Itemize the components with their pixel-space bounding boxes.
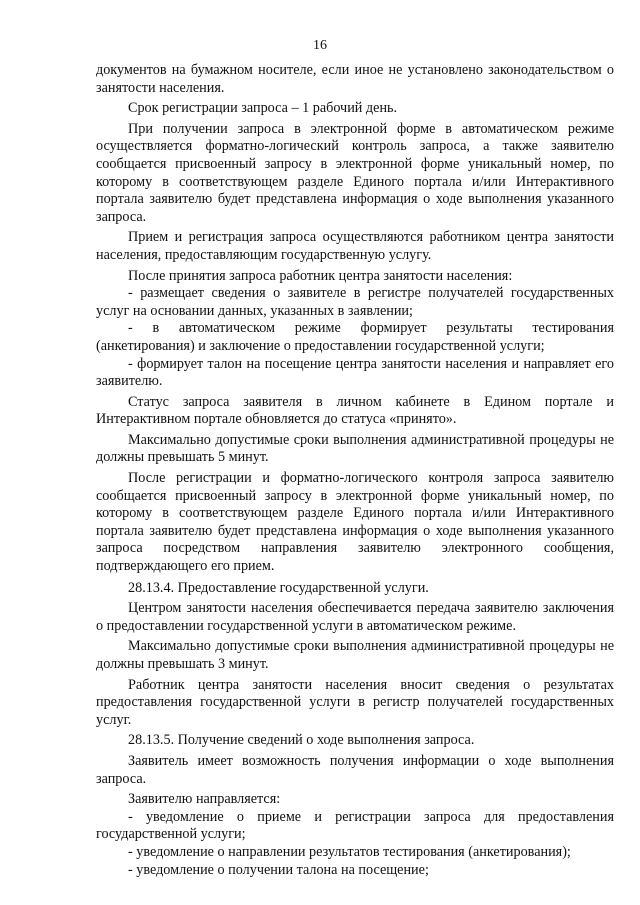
paragraph-continuation: документов на бумажном носителе, если иное не установлено законодательством о занятости населения. bbox=[96, 62, 614, 96]
paragraph-max-time-5: Максимально допустимые сроки выполнения административной процедуры не должны превышать 5 минут. bbox=[96, 431, 614, 466]
paragraph-after-registration: После регистрации и форматно-логического контроля запроса заявителю сообщается присвоенный запросу в электронной форме уникальный номер, по которому в соответствующем разделе Единого портала и/или Интерактивного портала заявителю будет представлена информация о ходе выполнения указанного запроса посредством направления заявителю электронного сообщения, подтверждающего его прием. bbox=[96, 470, 614, 575]
paragraph-max-time-3: Максимально допустимые сроки выполнения административной процедуры не должны превышать 3 минут. bbox=[96, 638, 614, 672]
page-number: 16 bbox=[313, 38, 327, 53]
section-heading-28-13-4: 28.13.4. Предоставление государственной услуги. bbox=[128, 579, 429, 596]
paragraph-info-possibility: Заявитель имеет возможность получения информации о ходе выполнения запроса. bbox=[96, 752, 614, 787]
paragraph-results-register: Работник центра занятости населения вносит сведения о результатах предоставления государственной услуги в регистр получателей государственных услуг. bbox=[96, 676, 614, 728]
paragraph-transfer: Центром занятости населения обеспечивается передача заявителю заключения о предоставлении государственной услуги в автоматическом режиме. bbox=[96, 600, 614, 634]
paragraph-registration-deadline: Срок регистрации запроса – 1 рабочий день. bbox=[128, 100, 398, 117]
list-item-testing: - в автоматическом режиме формирует результаты тестирования (анкетирования) и заключение о предоставлении государственной услуги; bbox=[96, 320, 614, 354]
paragraph-after-acceptance: После принятия запроса работник центра занятости населения: bbox=[128, 267, 513, 284]
document-body bbox=[96, 62, 614, 879]
list-item-notification-receipt: - уведомление о приеме и регистрации запроса для предоставления государственной услуги; bbox=[96, 808, 614, 843]
paragraph-status: Статус запроса заявителя в личном кабинете в Едином портале и Интерактивном портале обновляется до статуса «принято». bbox=[96, 393, 614, 428]
section-heading-28-13-5: 28.13.5. Получение сведений о ходе выполнения запроса. bbox=[128, 732, 475, 749]
paragraph-reception: Прием и регистрация запроса осуществляются работником центра занятости населения, предоставляющим государственную услугу. bbox=[96, 229, 614, 263]
list-item-registry: - размещает сведения о заявителе в регистре получателей государственных услуг на основании данных, указанных в заявлении; bbox=[96, 285, 614, 319]
list-item-notification-ticket: - уведомление о получении талона на посещение; bbox=[128, 861, 429, 878]
list-item-notification-testing: - уведомление о направлении результатов тестирования (анкетирования); bbox=[128, 843, 571, 860]
paragraph-notifications-intro: Заявителю направляется: bbox=[128, 791, 281, 808]
paragraph-electronic-request: При получении запроса в электронной форме в автоматическом режиме осуществляется форматно-логический контроль запроса, а также заявителю сообщается присвоенный запросу в электронной форме уникальный номер, по которому в соответствующем разделе Единого портала и/или Интерактивного портала заявителю будет представлена информация о ходе выполнения указанного запроса. bbox=[96, 120, 614, 225]
list-item-ticket: - формирует талон на посещение центра занятости населения и направляет его заявителю. bbox=[96, 355, 614, 390]
